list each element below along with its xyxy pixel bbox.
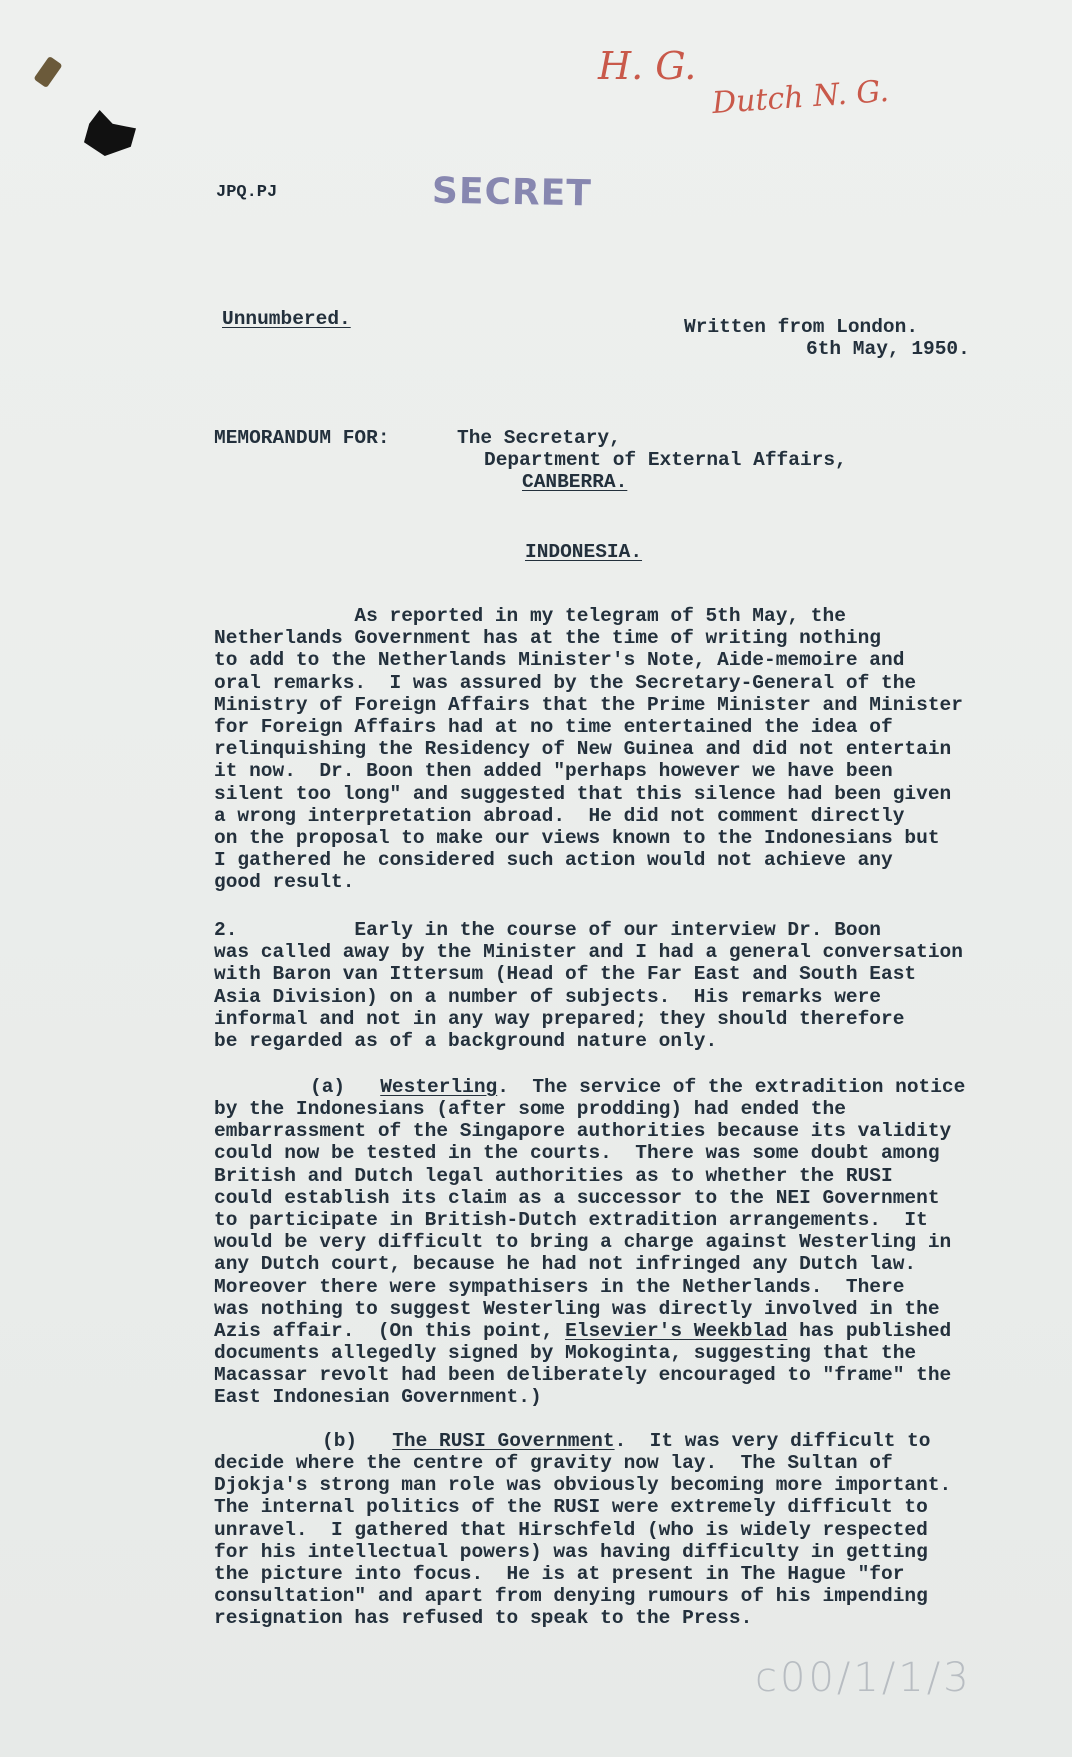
written-from: Written from London. <box>684 316 919 338</box>
paragraph-b-first-line <box>322 1430 931 1452</box>
paragraph-a-lead: . The service of the extradition notice <box>497 1076 966 1098</box>
paragraph-a-tail: documents allegedly signed by Mokoginta, suggesting that the Macassar revolt had been deliberately encouraged to "frame" the East Indonesian Government.) <box>214 1342 952 1409</box>
addressee-line-1: The Secretary, <box>457 427 621 449</box>
letter-date: 6th May, 1950. <box>806 338 970 360</box>
paragraph-1: As reported in my telegram of 5th May, the Netherlands Government has at the time of writing nothing to add to the Netherlands Minister's Note, Aide-memoire and oral remarks. I was assured by the Secretary-General of the Ministry of Foreign Affairs that the Prime Minister and Minister for Foreign Affairs had at no time entertained the idea of relinquishing the Residency of New Guinea and did not entertain it now. Dr. Boon then added "perhaps however we have been silent too long" and suggested that this silence had been given a wrong interpretation abroad. He did not comment directly on the proposal to make our views known to the Indonesians but I gathered he considered such action would not achieve any good result. <box>214 605 963 894</box>
azis-text: Azis affair. (On this point, <box>214 1320 566 1342</box>
subject-heading: INDONESIA. <box>525 541 643 563</box>
elsevier-title: Elsevier's Weekblad <box>565 1320 788 1342</box>
handwritten-mark: H. G. <box>598 44 697 88</box>
paragraph-a-title: Westerling <box>380 1076 498 1098</box>
paragraph-b-body: decide where the centre of gravity now lay. The Sultan of Djokja's strong man role was obviously becoming more important. The internal politics of the RUSI were extremely difficult to unravel. I gathered that Hirschfeld (who is widely respected for his intellectual powers) was having difficulty in getting the picture into focus. He is at present in The Hague "for consultation" and apart from denying rumours of his impending resignation has refused to speak to the Press. <box>214 1452 952 1630</box>
folio-number: c00/1/1/3 <box>755 1655 972 1701</box>
reference-code: JPQ.PJ <box>216 183 278 202</box>
paragraph-b-lead: . It was very difficult to <box>614 1430 931 1452</box>
memorandum-label: MEMORANDUM FOR: <box>214 427 390 449</box>
unnumbered-label: Unnumbered. <box>222 308 351 330</box>
paragraph-a-azis-line <box>214 1320 951 1342</box>
secret-stamp: SECRET <box>431 170 593 215</box>
paragraph-a-body: by the Indonesians (after some prodding) had ended the embarrassment of the Singapore authorities because its validity could now be tested in the courts. There was some doubt among British and Dutch legal authorities as to whether the RUSI could establish its claim as a successor to the NEI Government to participate in British-Dutch extradition arrangements. It would be very difficult to bring a charge against Westerling in any Dutch court, because he had not infringed any Dutch law. Moreover there were sympathisers in the Netherlands. There was nothing to suggest Westerling was directly involved in the <box>214 1098 952 1320</box>
addressee-line-3: CANBERRA. <box>522 471 628 493</box>
paragraph-b-title: The RUSI Government <box>392 1430 615 1452</box>
paragraph-b-label: (b) <box>322 1430 358 1452</box>
handwritten-mark-2: Dutch N. G. <box>710 73 890 122</box>
addressee-line-2: Department of External Affairs, <box>484 449 847 471</box>
ink-speck <box>33 56 62 88</box>
paragraph-a-first-line <box>310 1076 965 1098</box>
paragraph-2: 2. Early in the course of our interview Dr. Boon was called away by the Minister and I had a general conversation with Baron van Ittersum (Head of the Far East and South East Asia Division) on a number of subjects. His remarks were informal and not in any way prepared; they should therefore be regarded as of a background nature only. <box>214 919 963 1053</box>
azis-text-end: has published <box>787 1320 952 1342</box>
ink-blot <box>84 110 136 156</box>
paragraph-a-label: (a) <box>310 1076 346 1098</box>
